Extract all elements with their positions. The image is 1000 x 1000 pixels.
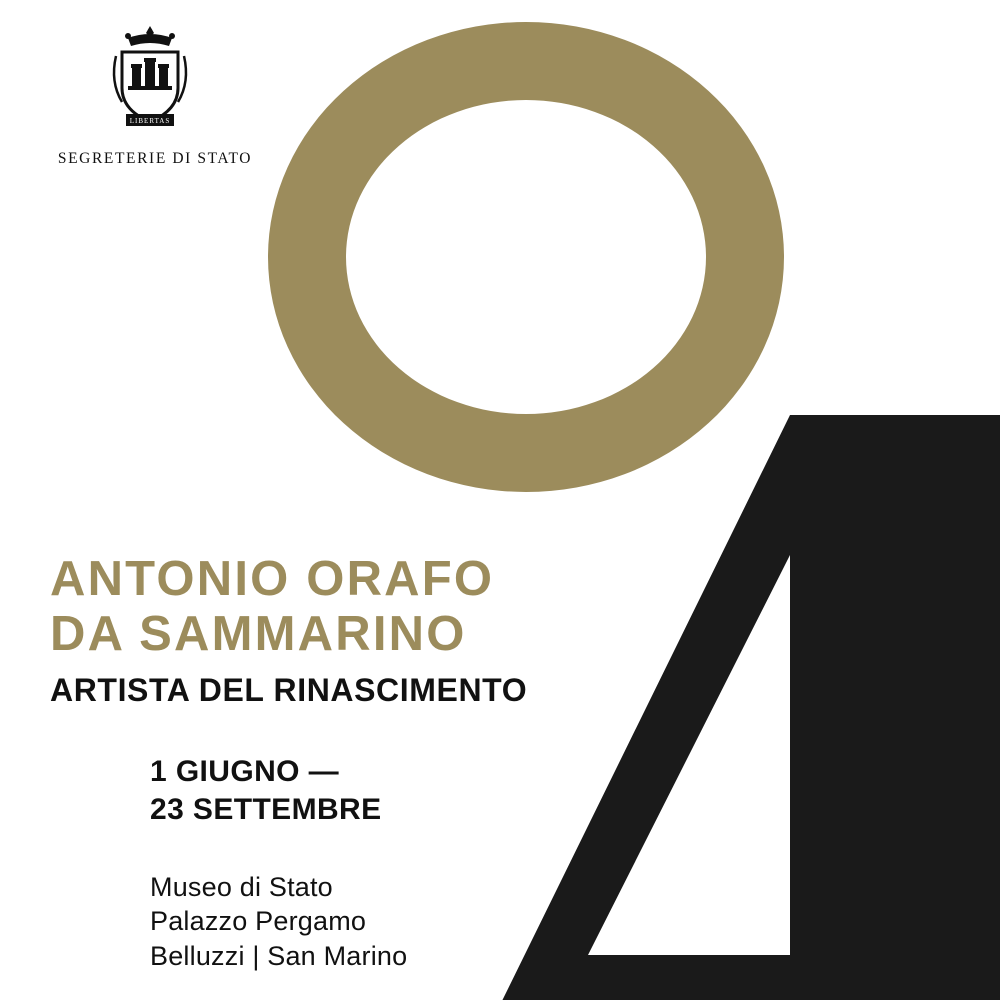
title-line-2: DA SAMMARINO: [50, 606, 467, 661]
venue-address: [150, 870, 610, 974]
title-line-1: ANTONIO ORAFO: [50, 552, 495, 606]
venue-line-3: Belluzzi | San Marino: [150, 940, 408, 971]
poster-text-block: [50, 552, 610, 973]
page-title: [50, 552, 610, 662]
exhibition-dates: [150, 753, 610, 830]
poster-subtitle: ARTISTA DEL RINASCIMENTO: [50, 671, 528, 708]
emblem-block: [40, 22, 270, 168]
venue-line-1: Museo di Stato: [150, 871, 333, 902]
dates-line-2: 23 SETTEMBRE: [150, 793, 382, 827]
emblem-caption: SEGRETERIE DI STATO: [57, 150, 253, 167]
svg-text:LIBERTAS: LIBERTAS: [129, 117, 171, 125]
venue-line-2: Palazzo Pergamo: [150, 906, 367, 937]
dates-line-1: 1 GIUGNO —: [150, 754, 340, 788]
san-marino-coat-of-arms-icon: [102, 22, 198, 132]
